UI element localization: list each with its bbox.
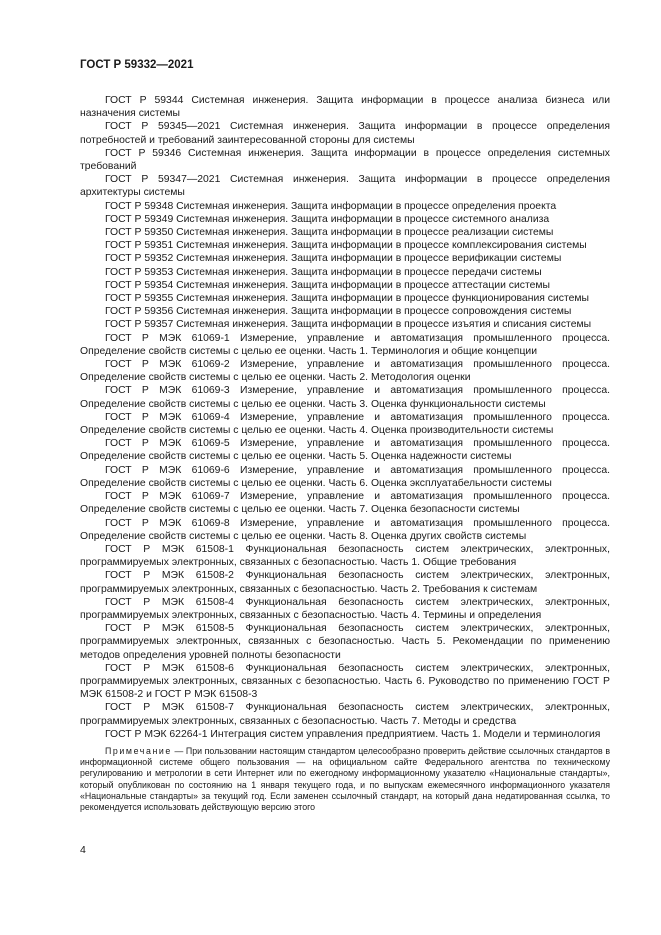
reference-item: ГОСТ Р МЭК 61069-3 Измерение, управление и автоматизация промышленного процесса. Определение свойств системы с целью ее оценки. Часть 3. Оценка функциональности системы: [80, 385, 610, 410]
reference-item: ГОСТ Р 59356 Системная инженерия. Защита информации в процессе сопровождения системы: [105, 306, 572, 318]
reference-item: ГОСТ Р МЭК 62264-1 Интеграция систем управления предприятием. Часть 1. Модели и терминология: [105, 728, 601, 740]
reference-item: ГОСТ Р 59354 Системная инженерия. Защита информации в процессе аттестации системы: [105, 279, 550, 291]
reference-item: ГОСТ Р 59344 Системная инженерия. Защита информации в процессе анализа бизнеса или назначения системы: [80, 95, 610, 120]
note-text: — При пользовании настоящим стандартом целесообразно проверить действие ссылочных стандартов в информационной системе общего пользования — на официальном сайте Федерального агентства по техническому регулированию и метрологии в сети Интернет или по ежегодному информационному указателю «Национальные стандарты», который опубликован по состоянию на 1 января текущего года, и по выпускам ежемесячного информационного указателя «Национальные стандарты» за текущий год. Если заменен ссылочный стандарт, на который дана недатированная ссылка, то рекомендуется использовать действующую версию этого: [80, 746, 610, 813]
document-header: ГОСТ Р 59332—2021: [80, 59, 194, 71]
reference-item: ГОСТ Р МЭК 61508-1 Функциональная безопасность систем электрических, электронных, программируемых электронных, связанных с безопасностью. Часть 1. Общие требования: [80, 543, 610, 569]
note-block: [80, 746, 610, 813]
reference-item: ГОСТ Р 59351 Системная инженерия. Защита информации в процессе комплексирования системы: [105, 240, 587, 252]
reference-item: ГОСТ Р МЭК 61069-4 Измерение, управление и автоматизация промышленного процесса. Определение свойств системы с целью ее оценки. Часть 4. Оценка производительности системы: [80, 411, 610, 437]
reference-item: ГОСТ Р 59347—2021 Системная инженерия. Защита информации в процессе определения архитектуры системы: [80, 174, 610, 199]
reference-item: ГОСТ Р 59353 Системная инженерия. Защита информации в процессе передачи системы: [105, 266, 542, 278]
reference-item: ГОСТ Р МЭК 61069-2 Измерение, управление и автоматизация промышленного процесса. Определение свойств системы с целью ее оценки. Часть 2. Методология оценки: [80, 359, 610, 384]
reference-item: ГОСТ Р МЭК 61069-5 Измерение, управление и автоматизация промышленного процесса. Определение свойств системы с целью ее оценки. Часть 5. Оценка надежности системы: [80, 438, 610, 463]
reference-item: ГОСТ Р МЭК 61508-6 Функциональная безопасность систем электрических, электронных, программируемых электронных, связанных с безопасностью. Часть 6. Руководство по применению ГОСТ Р МЭК 61508-2 и ГОСТ Р МЭК 61508-3: [80, 662, 610, 701]
reference-item: ГОСТ Р 59350 Системная инженерия. Защита информации в процессе реализации системы: [105, 227, 554, 239]
reference-item: ГОСТ Р МЭК 61508-7 Функциональная безопасность систем электрических, электронных, программируемых электронных, связанных с безопасностью. Часть 7. Методы и средства: [80, 702, 610, 727]
reference-item: ГОСТ Р 59345—2021 Системная инженерия. Защита информации в процессе определения потребностей и требований заинтересованной стороны для системы: [80, 121, 610, 146]
reference-item: ГОСТ Р МЭК 61069-8 Измерение, управление и автоматизация промышленного процесса. Определение свойств системы с целью ее оценки. Часть 8. Оценка других свойств системы: [80, 517, 610, 542]
reference-item: ГОСТ Р 59348 Системная инженерия. Защита информации в процессе определения проекта: [105, 200, 557, 212]
page-number: 4: [80, 844, 86, 856]
reference-item: ГОСТ Р 59349 Системная инженерия. Защита информации в процессе системного анализа: [105, 213, 550, 225]
reference-item: ГОСТ Р МЭК 61069-7 Измерение, управление и автоматизация промышленного процесса. Определение свойств системы с целью ее оценки. Часть 7. Оценка безопасности системы: [80, 491, 610, 516]
reference-item: ГОСТ Р 59346 Системная инженерия. Защита информации в процессе определения системных требований: [80, 147, 610, 173]
reference-item: ГОСТ Р МЭК 61508-4 Функциональная безопасность систем электрических, электронных, программируемых электронных, связанных с безопасностью. Часть 4. Термины и определения: [80, 596, 610, 621]
reference-item: ГОСТ Р МЭК 61069-6 Измерение, управление и автоматизация промышленного процесса. Определение свойств системы с целью ее оценки. Часть 6. Оценка эксплуатабельности системы: [80, 464, 610, 489]
reference-item: ГОСТ Р МЭК 61508-5 Функциональная безопасность систем электрических, электронных, программируемых электронных, связанных с безопасностью. Часть 5. Рекомендации по применению методов определения уровней полноты безопасности: [80, 623, 610, 661]
references-list: [80, 94, 610, 741]
reference-item: ГОСТ Р 59355 Системная инженерия. Защита информации в процессе функционирования системы: [105, 293, 589, 305]
reference-item: ГОСТ Р 59352 Системная инженерия. Защита информации в процессе верификации системы: [105, 253, 562, 265]
reference-item: ГОСТ Р МЭК 61508-2 Функциональная безопасность систем электрических, электронных, программируемых электронных, связанных с безопасностью. Часть 2. Требования к системам: [80, 570, 610, 595]
note-paragraph: [80, 746, 610, 813]
reference-item: ГОСТ Р МЭК 61069-1 Измерение, управление и автоматизация промышленного процесса. Определение свойств системы с целью ее оценки. Часть 1. Терминология и общие концепции: [80, 332, 610, 357]
reference-item: ГОСТ Р 59357 Системная инженерия. Защита информации в процессе изъятия и списания системы: [105, 319, 592, 331]
note-label: Примечание: [105, 746, 172, 756]
